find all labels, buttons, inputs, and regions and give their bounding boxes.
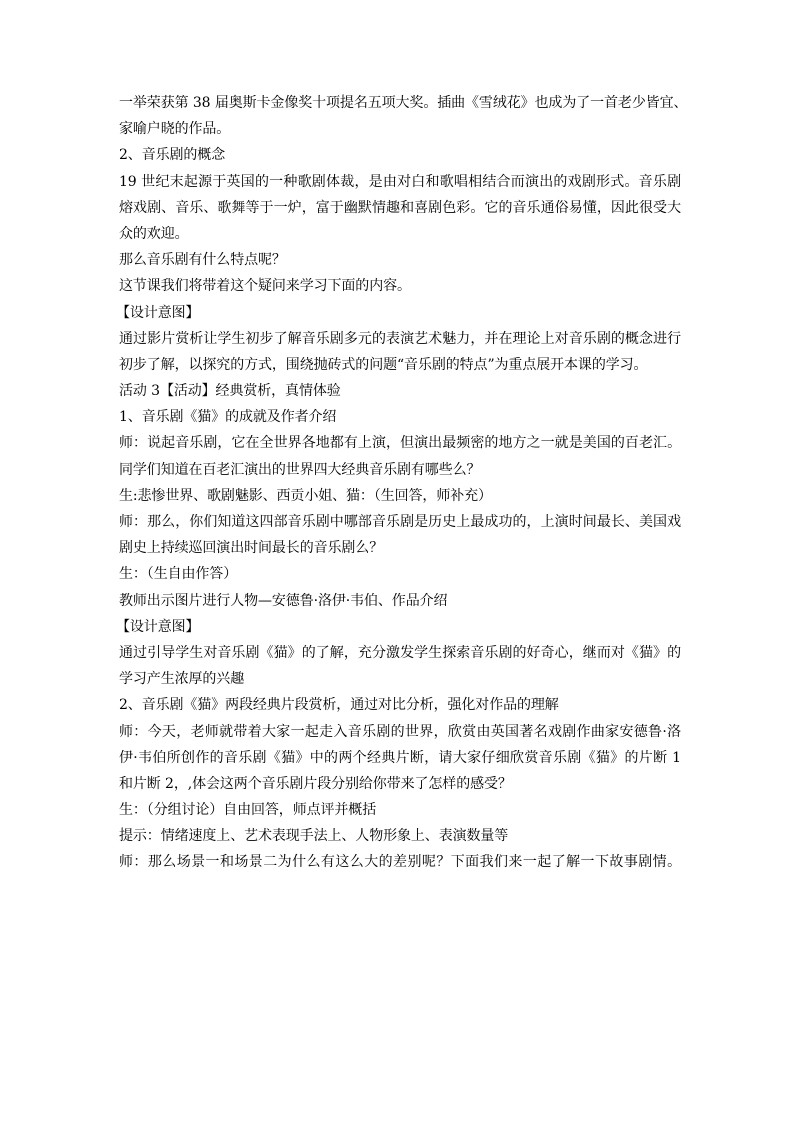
text-line: 【设计意图】 [116,304,200,321]
text-line: 1、音乐剧《猫》的成就及作者介绍 [119,409,337,426]
text-line: 师：今天，老师就带着大家一起走入音乐剧的世界，欣赏由英国著名戏剧作曲家安德鲁·洛 [119,723,681,740]
text-line: 众的欢迎。 [119,225,189,242]
text-line: 和片断 2，,体会这两个音乐剧片段分别给你带来了怎样的感受？ [119,775,512,792]
text-line: 教师出示图片进行人物—安德鲁·洛伊·韦伯、作品介绍 [119,592,448,609]
text-line: 学习产生浓厚的兴趣 [119,671,245,688]
document-body [116,90,688,876]
text-line: 熔戏剧、音乐、歌舞等于一炉，富于幽默情趣和喜剧色彩。它的音乐通俗易懂，因此很受大 [119,199,681,216]
text-line: 活动 3【活动】经典赏析，真情体验 [119,383,341,400]
text-line: 提示：情绪速度上、艺术表现手法上、人物形象上、表演数量等 [119,828,509,845]
text-line: 师：那么，你们知道这四部音乐剧中哪部音乐剧是历史上最成功的，上演时间最长、美国戏 [119,514,681,530]
text-line: 生:悲惨世界、歌剧魅影、西贡小姐、猫：（生回答，师补充） [119,487,492,504]
text-line: 师：说起音乐剧，它在全世界各地都有上演，但演出最频密的地方之一就是美国的百老汇。 [119,435,681,452]
text-line: 2、音乐剧的概念 [119,147,226,164]
text-line: 2、音乐剧《猫》两段经典片段赏析，通过对比分析，强化对作品的理解 [119,697,559,714]
text-line: 伊·韦伯所创作的音乐剧《猫》中的两个经典片断，请大家仔细欣赏音乐剧《猫》的片断 1 [119,749,681,766]
text-line: 同学们知道在百老汇演出的世界四大经典音乐剧有哪些么？ [119,461,481,478]
text-line: 生：（生自由作答） [119,566,238,583]
text-line: 初步了解，以探究的方式，围绕抛砖式的问题“音乐剧的特点”为重点展开本课的学习。 [119,356,648,373]
text-line: 通过影片赏析让学生初步了解音乐剧多元的表演艺术魅力，并在理论上对音乐剧的概念进行 [119,330,681,347]
text-line: 师：那么场景一和场景二为什么有这么大的差别呢？下面我们来一起了解一下故事剧情。 [119,854,681,871]
text-line: 通过引导学生对音乐剧《猫》的了解，充分激发学生探索音乐剧的好奇心，继而对《猫》的 [119,644,681,661]
text-line: 【设计意图】 [116,618,200,635]
text-line: 这节课我们将带着这个疑问来学习下面的内容。 [119,278,411,295]
text-line: 一举荣获第 38 届奥斯卡金像奖十项提名五项大奖。插曲《雪绒花》也成为了一首老少皆宜、 [119,95,688,111]
text-line: 19 世纪末起源于英国的一种歌剧体裁，是由对白和歌唱相结合而演出的戏剧形式。音乐剧 [119,173,681,190]
text-line: 生：（分组讨论）自由回答，师点评并概括 [119,802,377,819]
text-line: 那么音乐剧有什么特点呢？ [119,252,286,269]
text-line: 剧史上持续巡回演出时间最长的音乐剧么？ [119,540,384,557]
text-line: 家喻户晓的作品。 [119,121,231,138]
